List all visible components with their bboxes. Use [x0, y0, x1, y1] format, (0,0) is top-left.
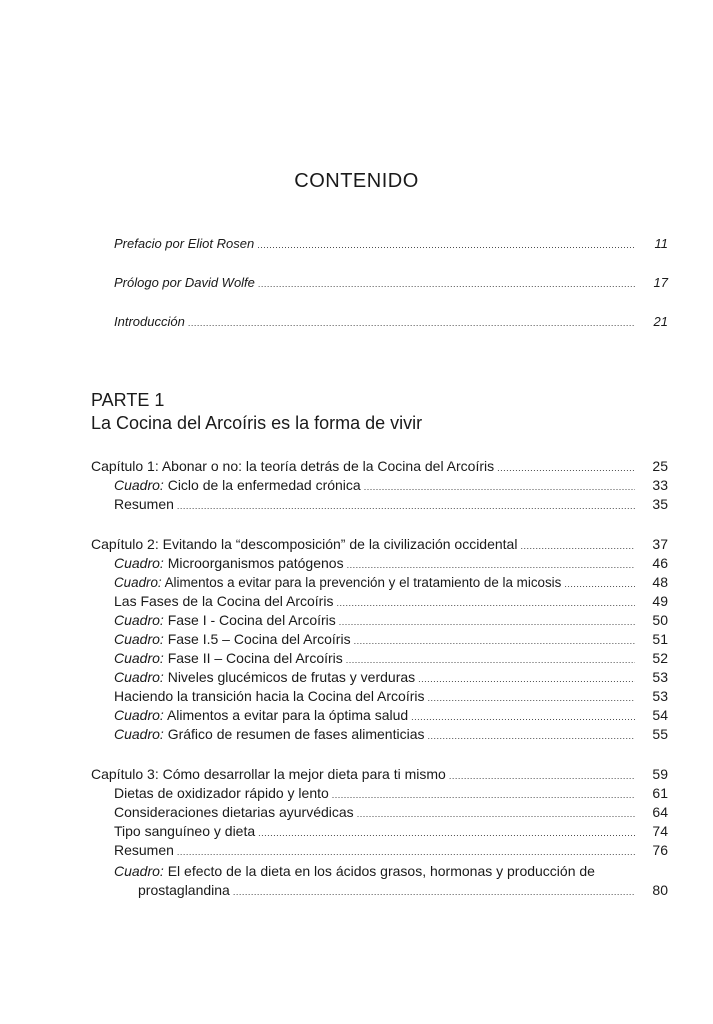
dot-leader	[258, 824, 635, 842]
toc-entry[interactable]	[114, 841, 668, 861]
toc-entry-label: Introducción	[114, 314, 185, 329]
toc-entry-label: Microorganismos patógenos	[167, 555, 344, 571]
toc-entry-page: 64	[652, 804, 668, 820]
toc-entry-label: Alimentos a evitar para la óptima salud	[166, 707, 409, 723]
cuadro-prefix: Cuadro:	[114, 863, 164, 879]
toc-entry[interactable]	[114, 611, 668, 631]
toc-entry-page: 59	[652, 766, 668, 782]
toc-chapter-3[interactable]	[91, 765, 668, 785]
dot-leader	[428, 727, 636, 745]
toc-entry-label: Las Fases de la Cocina del Arcoíris	[114, 593, 334, 609]
toc-entry-page: 76	[652, 842, 668, 858]
dot-leader	[177, 843, 635, 861]
toc-entry[interactable]	[114, 668, 668, 688]
toc-entry-label: Gráfico de resumen de fases alimenticias	[167, 726, 425, 742]
toc-entry[interactable]	[114, 725, 668, 745]
cuadro-prefix: Cuadro:	[114, 669, 164, 685]
toc-entry-page: 49	[652, 593, 668, 609]
toc-entry-page: 50	[652, 612, 668, 628]
toc-entry-label: Alimentos a evitar para la prevención y el tratamiento de la micosis	[164, 575, 562, 590]
dot-leader	[564, 575, 635, 593]
toc-entry-page: 80	[652, 882, 668, 898]
toc-entry-label: Fase I - Cocina del Arcoíris	[167, 612, 336, 628]
toc-entry[interactable]	[114, 687, 668, 707]
toc-chapter-2[interactable]	[91, 535, 668, 555]
toc-entry-page: 17	[653, 275, 668, 290]
toc-entry-page: 21	[653, 314, 668, 329]
toc-entry-label: Tipo sanguíneo y dieta	[114, 823, 256, 839]
toc-entry-page: 55	[652, 726, 668, 742]
toc-entry[interactable]	[114, 784, 668, 804]
toc-entry-label: Prólogo por David Wolfe	[114, 275, 255, 290]
toc-entry-page: 37	[652, 536, 668, 552]
toc-entry-page: 51	[652, 631, 668, 647]
toc-entry[interactable]	[114, 554, 668, 574]
toc-entry[interactable]	[114, 706, 668, 726]
toc-entry-label: Fase I.5 – Cocina del Arcoíris	[167, 631, 351, 647]
toc-entry-label: Niveles glucémicos de frutas y verduras	[167, 669, 416, 685]
toc-entry-page: 46	[652, 555, 668, 571]
part-heading: PARTE 1	[91, 390, 165, 410]
toc-chapter-1[interactable]	[91, 457, 668, 477]
toc-entry-page: 48	[652, 574, 668, 590]
toc-entry[interactable]	[114, 630, 668, 650]
dot-leader	[364, 478, 635, 496]
cuadro-prefix: Cuadro:	[114, 650, 164, 666]
dot-leader	[336, 594, 635, 612]
toc-entry-page: 54	[652, 707, 668, 723]
toc-entry-page: 35	[652, 496, 668, 512]
cuadro-prefix: Cuadro:	[114, 612, 164, 628]
toc-entry-page: 11	[654, 236, 668, 251]
toc-entry-page: 52	[652, 650, 668, 666]
dot-leader	[428, 689, 636, 707]
toc-entry-label: Dietas de oxidizador rápido y lento	[114, 785, 329, 801]
toc-entry-page: 53	[652, 688, 668, 704]
dot-leader	[418, 670, 635, 688]
toc-entry-multiline[interactable]	[114, 862, 595, 880]
dot-leader	[332, 786, 635, 804]
toc-entry[interactable]	[114, 476, 668, 496]
cuadro-prefix: Cuadro:	[114, 707, 164, 723]
toc-entry[interactable]	[114, 573, 668, 593]
dot-leader	[339, 613, 635, 631]
toc-entry-label: Prefacio por Eliot Rosen	[114, 236, 255, 251]
cuadro-prefix: Cuadro:	[114, 575, 162, 590]
toc-entry-prologo[interactable]	[114, 274, 668, 293]
dot-leader	[346, 651, 635, 669]
chapter-title: Capítulo 1: Abonar o no: la teoría detrás de la Cocina del Arcoíris	[91, 458, 495, 474]
chapter-title: Capítulo 2: Evitando la “descomposición” de la civilización occidental	[91, 536, 518, 552]
toc-entry[interactable]	[114, 495, 668, 515]
toc-entry[interactable]	[114, 803, 668, 823]
page-title: CONTENIDO	[294, 170, 419, 192]
dot-leader	[257, 236, 635, 254]
part-subtitle: La Cocina del Arcoíris es la forma de vivir	[91, 413, 423, 433]
toc-entry[interactable]	[138, 881, 668, 901]
toc-entry-page: 61	[652, 785, 668, 801]
toc-entry-label-line2: prostaglandina	[138, 882, 230, 898]
cuadro-prefix: Cuadro:	[114, 726, 164, 742]
dot-leader	[233, 883, 635, 901]
toc-entry-label: Haciendo la transición hacia la Cocina del Arcoíris	[114, 688, 425, 704]
toc-entry-page: 74	[652, 823, 668, 839]
toc-entry[interactable]	[114, 649, 668, 669]
dot-leader	[497, 459, 635, 477]
toc-entry-label-line1: El efecto de la dieta en los ácidos grasos, hormonas y producción de	[167, 863, 595, 879]
cuadro-prefix: Cuadro:	[114, 555, 164, 571]
dot-leader	[188, 314, 635, 332]
toc-entry-label: Consideraciones dietarias ayurvédicas	[114, 804, 354, 820]
dot-leader	[347, 556, 635, 574]
dot-leader	[258, 275, 635, 293]
toc-entry-label: Fase II – Cocina del Arcoíris	[167, 650, 343, 666]
cuadro-prefix: Cuadro:	[114, 631, 164, 647]
toc-entry-label: Resumen	[114, 842, 174, 858]
toc-entry[interactable]	[114, 592, 668, 612]
toc-entry-page: 25	[652, 458, 668, 474]
toc-entry[interactable]	[114, 822, 668, 842]
toc-entry-page: 53	[652, 669, 668, 685]
dot-leader	[449, 767, 635, 785]
toc-entry-prefacio[interactable]	[114, 235, 668, 254]
dot-leader	[357, 805, 635, 823]
toc-entry-page: 33	[652, 477, 668, 493]
toc-entry-label: Ciclo de la enfermedad crónica	[167, 477, 361, 493]
dot-leader	[411, 708, 635, 726]
chapter-title: Capítulo 3: Cómo desarrollar la mejor dieta para ti mismo	[91, 766, 446, 782]
dot-leader	[354, 632, 635, 650]
dot-leader	[177, 497, 635, 515]
toc-entry-introduccion[interactable]	[114, 313, 668, 332]
cuadro-prefix: Cuadro:	[114, 477, 164, 493]
toc-entry-label: Resumen	[114, 496, 174, 512]
dot-leader	[520, 537, 635, 555]
